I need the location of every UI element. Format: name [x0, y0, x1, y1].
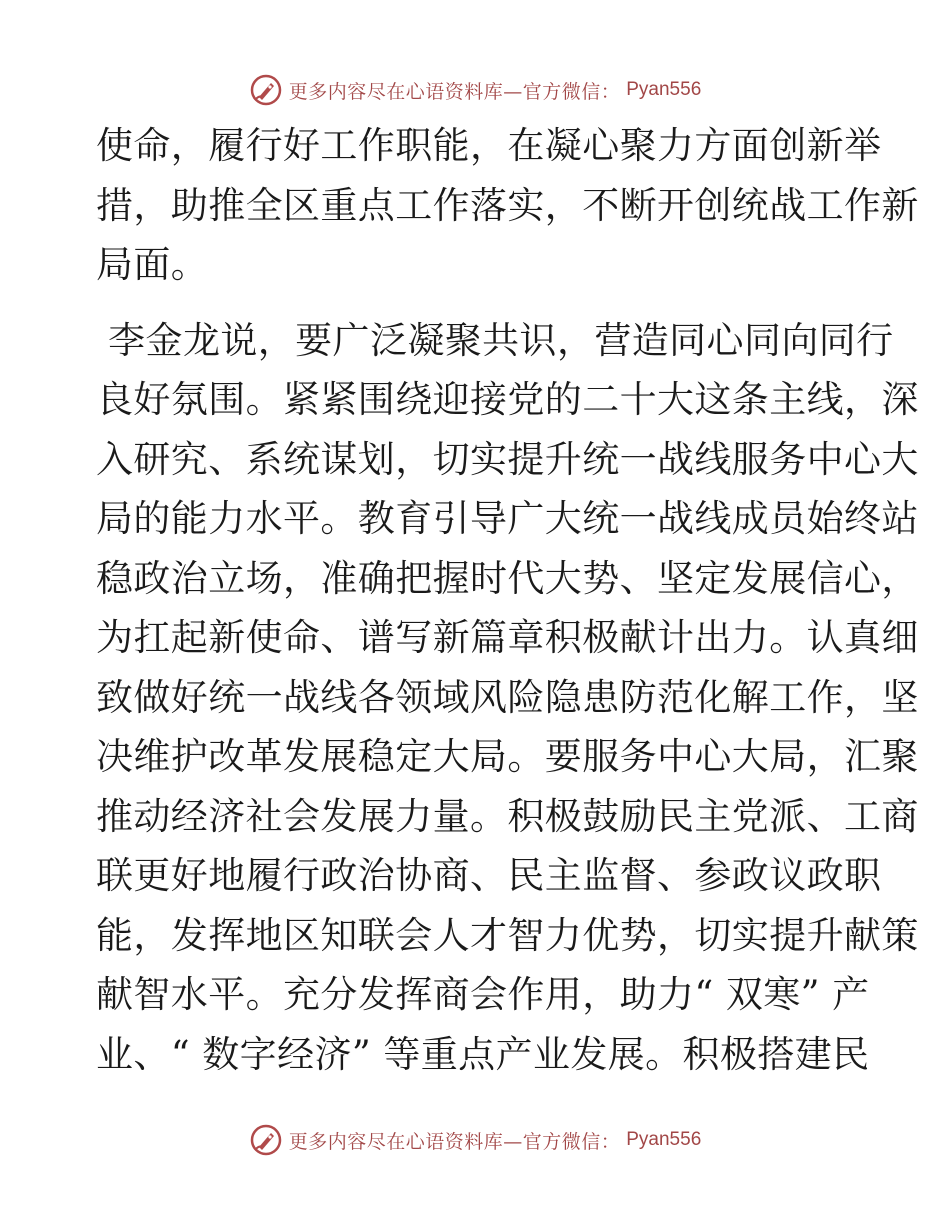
- watermark-text: 更多内容尽在心语资料库—官方微信：: [288, 1130, 621, 1153]
- text-line: 致做好统一战线各领域风险隐患防范化解工作，坚: [96, 675, 919, 719]
- text-line: 为扛起新使命、谱写新篇章积极献计出力。认真细: [96, 616, 919, 659]
- watermark-wechat-id: Pyan556: [626, 79, 702, 100]
- text-line: 良好氛围。紧紧围绕迎接党的二十大这条主线，深: [96, 378, 919, 421]
- pen-nib-logo-icon: [249, 1123, 283, 1157]
- text-line: 推动经济社会发展力量。积极鼓励民主党派、工商: [96, 794, 919, 838]
- paragraph: [96, 311, 919, 1085]
- text-line: 能，发挥地区知联会人才智力优势，切实提升献策: [96, 913, 919, 957]
- text-line: 业、“ 数字经济” 等重点产业发展。积极搭建民: [96, 1032, 870, 1076]
- paragraph: [96, 116, 919, 295]
- text-line: 决维护改革发展稳定大局。要服务中心大局，汇聚: [96, 735, 919, 778]
- text-line: 入研究、系统谋划，切实提升统一战线服务中心大: [96, 437, 919, 481]
- text-line: 措，助推全区重点工作落实，不断开创统战工作新: [96, 183, 919, 227]
- text-line: 使命，履行好工作职能，在凝心聚力方面创新举: [96, 124, 882, 167]
- text-line: 局面。: [96, 243, 209, 286]
- text-line: 李金龙说，要广泛凝聚共识，营造同心同向同行: [96, 318, 894, 362]
- text-line: 局的能力水平。教育引导广大统一战线成员始终站: [96, 497, 919, 540]
- header-watermark: [0, 70, 950, 110]
- document-body: [96, 116, 919, 1084]
- text-line: 稳政治立场，准确把握时代大势、坚定发展信心，: [96, 556, 919, 600]
- footer-watermark: [0, 1120, 950, 1160]
- text-line: 联更好地履行政治协商、民主监督、参政议政职: [96, 854, 882, 897]
- text-line: 献智水平。充分发挥商会作用，助力“ 双寒” 产: [96, 973, 870, 1016]
- watermark-text: 更多内容尽在心语资料库—官方微信：: [288, 80, 621, 103]
- watermark-wechat-id: Pyan556: [626, 1129, 702, 1150]
- pen-nib-logo-icon: [249, 73, 283, 107]
